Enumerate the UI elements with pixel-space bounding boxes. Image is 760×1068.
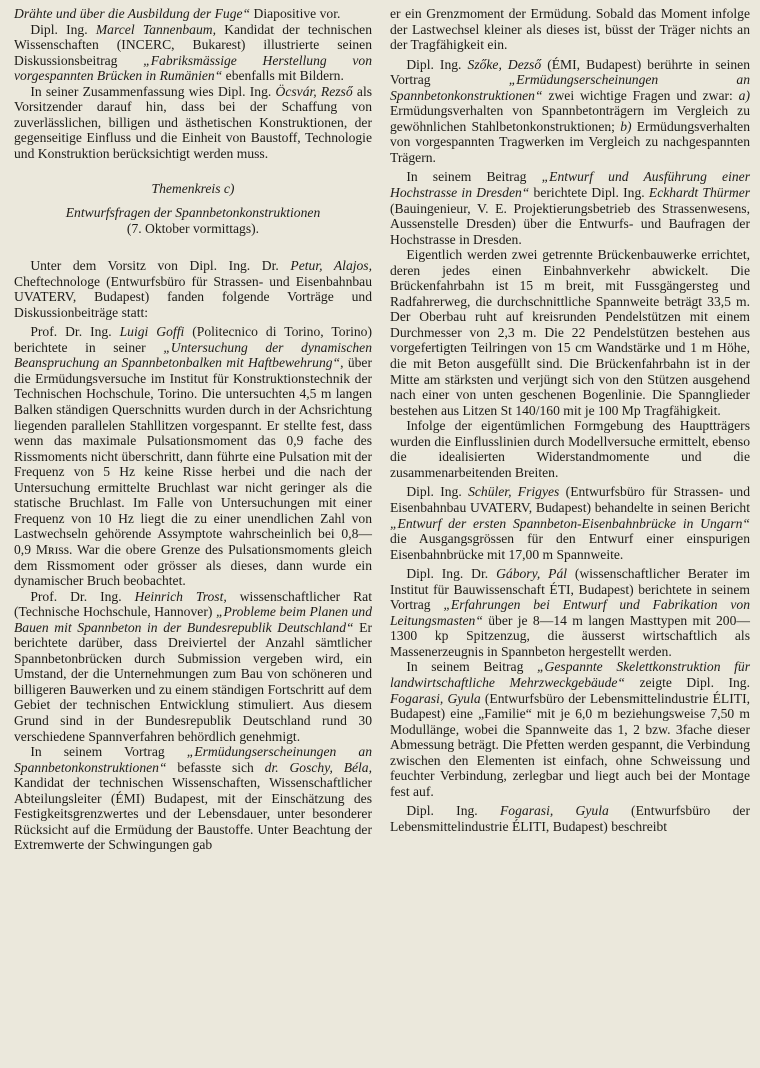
paragraph — [390, 659, 750, 799]
paragraph-text: Kandidat der technischen Wissenschaften (INCERC, Bukarest) illustrierte seinen Diskussionsbeitrag — [14, 21, 373, 68]
author-name: Luigi Goffi — [119, 324, 185, 340]
author-name: Fogarasi, Gyula — [390, 690, 481, 706]
paragraph-text: Dipl. Ing. — [406, 484, 469, 500]
talk-title: „Untersuchung der dynamischen Beanspruchung an Spannbetonbalken mit Haftbewehrung“ — [14, 339, 372, 371]
talk-title: „Entwurf der ersten Spannbeton-Eisenbahnbrücke in Ungarn“ — [390, 515, 750, 531]
paragraph-text: (ÉMI, Budapest) berührte in seinen Vortrag — [390, 56, 750, 88]
list-marker: a) — [738, 87, 750, 103]
author-name: Schüler, Frigyes — [468, 484, 560, 500]
list-marker: b) — [620, 118, 632, 134]
paragraph-text: er ein Grenzmoment der Ermüdung. Sobald das Moment infolge der Lastwechsel kleiner als dieses ist, büsst der Träger nichts an der Tragfähigkeit ein. — [390, 6, 750, 53]
paragraph-text: (Entwurfsbüro für Strassen- und Eisenbahnbau UVATERV, Budapest) behandelte in seinen Bericht — [390, 484, 751, 515]
talk-title: „Fabriksmässige Herstellung von vorgespannten Brücken in Rumänien“ — [14, 52, 372, 84]
author-name: Petur, Alajos, — [290, 258, 372, 274]
paragraph-text: ebenfalls mit Bildern. — [222, 68, 344, 84]
paragraph — [14, 589, 372, 744]
paragraph — [390, 484, 750, 562]
talk-title: „Ermüdungserscheinungen an Spannbetonkonstruktionen“ — [390, 72, 750, 103]
paragraph-text: (wissenschaftlicher Berater im Institut für Bauwissenschaft ÉTI, Budapest) berichtete in seinem Vortrag — [390, 566, 750, 613]
paragraph-text: Prof. Dr. Ing. — [30, 588, 135, 604]
right-column — [390, 6, 750, 834]
talk-title: „Gespannte Skelettkonstruktion für landwirtschaftliche Mehrzweckgebäude“ — [390, 659, 750, 690]
paragraph-text: Dipl. Ing. — [30, 21, 96, 37]
paragraph-text: Dipl. Ing. — [406, 56, 468, 72]
paragraph — [14, 22, 372, 84]
paragraph-text: Diapositive vor. — [250, 6, 341, 21]
paragraph-text: Er berichtete darüber, dass Dreiviertel der Anzahl sämtlicher Spannbetonbrücken durch Submission vergeben wird, ein Umstand, der die Unternehmungen zum Bau von schöneren und billigeren Bauwerken und zu einem ständigen Fortschritt auf dem Gebiet der technischen Entwicklung stimuliert. Aus diesem Grund sind in der Bundesrepublik Deutschland rund 30 verschiedene Spannverfahren behördlich genehmigt. — [14, 619, 372, 744]
paragraph — [14, 258, 372, 320]
author-name: Öcsvár, Rezső — [275, 83, 353, 99]
paragraph-text: Ermüdungsverhalten von vorgespannten Tragwerken im Vergleich zu nachgespannten Trägern. — [390, 118, 750, 165]
talk-title: „Probleme beim Planen und Bauen mit Spannbeton in der Bundesrepublik Deutschland“ — [14, 604, 372, 635]
paragraph-text: Prof. Dr. Ing. — [30, 324, 120, 340]
section-heading-title: Entwurfsfragen der Spannbetonkonstruktionen — [65, 205, 321, 221]
talk-title: „Entwurf und Ausführung einer Hochstrasse in Dresden“ — [390, 169, 750, 201]
paragraph-text: Dipl. Ing. Dr. — [406, 566, 497, 582]
paragraph-text: (Entwurfsbüro der Lebensmittelindustrie ÉLITI, Budapest) beschreibt — [390, 803, 750, 834]
section-heading-date: (7. Oktober vormittags). — [126, 220, 260, 236]
talk-title: „Ermüdungserscheinungen an Spannbetonkonstruktionen“ — [14, 744, 372, 775]
author-name: Szőke, Dezső — [467, 56, 542, 72]
paragraph-text: (Politecnico di Torino, Torino) berichtete in seiner — [14, 324, 372, 355]
paragraph-text: befasste sich — [166, 759, 265, 775]
paragraph — [14, 6, 372, 22]
paragraph-text: (Entwurfsbüro der Lebensmittelindustrie ÉLITI, Budapest) eine „Familie“ mit je 6,0 m beziehungsweise 7,50 m Modullänge, wobei die Spannweite das 1, 2 bzw. 3fache dieser Abmessung beträgt. Die Pfetten werden gespannt, die Verbindung zwischen den Elementen ist einfach, ohne Schweissung und feuchter Verbindung, zerlegbar und liegt auch bei der Montage fest auf. — [390, 690, 750, 799]
paragraph — [14, 324, 372, 588]
left-column — [14, 6, 372, 853]
paragraph — [14, 84, 372, 162]
author-name: Heinrich Trost, — [134, 588, 227, 604]
paragraph — [390, 169, 750, 247]
paragraph-text: In seinem Beitrag — [406, 169, 542, 185]
paragraph-text: zwei wichtige Fragen und zwar: — [542, 87, 739, 103]
paragraph-text: wissenschaftlicher Rat (Technische Hochschule, Hannover) — [14, 588, 372, 620]
author-name: dr. Goschy, Béla, — [264, 759, 372, 775]
paragraph-text: Eigentlich werden zwei getrennte Brückenbauwerke errichtet, deren jedes einen Einbahnverkehr abwickelt. Die Brückenfahrbahn ist 15 m breit, mit Fussgängersteg und Radfahrerweg, die durchschnittliche Spannweite beträgt 33,5 m. Der Oberbau ruht auf kreisrunden Pendelstützen mit einem Durchmesser von 2,3 m. Die 22 Pendelstützen bestehen aus vorgefertigten Teilringen von 15 cm Wandstärke und 1 m Höhe, die mit Beton ausgefüllt sind. Die Brückenfahrbahn ist in der Mitte am stärksten und verjüngt sich von den Stützen ausgehend nach einer von unten geschenen Bogenlinie. Die Spannglieder bestehen aus Litzen St 140/160 mit je 100 Mp Tragfähigkeit. — [390, 247, 750, 418]
paragraph-text: als Vorsitzender darauf hin, dass bei der Schaffung von zuverlässlichen, billigen und ästhetischen Konstruktionen, der gegenseitige Einfluss und die Einheit von Baustoff, Technologie und Konstruktion berücksichtigt werden muss. — [14, 83, 373, 161]
paragraph-text: In seinem Vortrag — [30, 744, 187, 760]
paragraph-text: berichtete Dipl. Ing. — [529, 185, 649, 201]
paragraph — [390, 6, 750, 53]
italic-text: Drähte und über die Ausbildung der Fuge“ — [14, 6, 251, 21]
paragraph-text: (Bauingenieur, V. E. Projektierungsbetrieb des Strassenwesens, Aussenstelle Dresden) über die Entwurfs- und Baufragen der Hochstrasse in Dresden. — [390, 200, 750, 247]
paragraph — [390, 418, 750, 480]
paragraph — [390, 57, 750, 166]
paragraph-text: Ermüdungsverhalten von Spannbetonträgern im Vergleich zu gewöhnlichen Stahlbetonkonstruktionen; — [390, 103, 750, 134]
author-name: Gábory, Pál — [496, 566, 568, 582]
paragraph-text: die Ausgangsgrössen für den Entwurf einer einspurigen Eisenbahnbrücke mit 17,00 m Spannweite. — [390, 531, 750, 562]
paragraph-text: Infolge der eigentümlichen Formgebung des Hauptträgers wurden die Einflusslinien durch Modellversuche ermittelt, ebenso die idealisierten Widerstandmomente und die zusammenarbeitenden Breiten. — [390, 418, 750, 480]
paragraph-text: Dipl. Ing. — [406, 803, 500, 819]
talk-title: „Erfahrungen bei Entwurf und Fabrikation von Leitungsmasten“ — [390, 597, 751, 628]
author-name: Marcel Tannenbaum, — [95, 21, 216, 37]
paragraph — [390, 247, 750, 418]
paragraph-text: In seinem Beitrag — [406, 659, 537, 675]
paragraph-text: Unter dem Vorsitz von Dipl. Ing. Dr. — [30, 258, 291, 274]
paragraph-text: Cheftechnologe (Entwurfsbüro für Strassen- und Eisenbahnbau UVATERV, Budapest) fanden folgende Vorträge und Diskussionbeiträge statt: — [14, 273, 372, 320]
paragraph-text: , über die Ermüdungsversuche im Institut für Konstruktionstechnik der Technischen Hochschule, Torino. Die untersuchten 4,5 m langen Balken ständigen Querschnitts wurden durch in der Achsrichtung liegenden parallelen Stahllitzen vorgespannt. Er stellte fest, dass wenn das maximale Pulsationsmoment das 0,9 fache des Rissmoments nicht überschritt, dann führte eine Pulsation mit der Frequenz von 5 Hz keine Risse herbei und die nach der Untersuchung ermittelte Bruchlast war nicht geringer als die statische Bruchlast. Im Falle von Untersuchungen mit einer Frequenz von 10 Hz liegt die zu einer unendlichen Zahl von Lastwechseln gehörende Assymptote wahrscheinlich bei 0,8—0,9 Mʀɪss. War die obere Grenze des Pulsationsmoments gleich dem Rissmoment oder grösser als dieses, dann wurde ein dynamischer Bruch beobachtet. — [14, 355, 372, 589]
paragraph-text: In seiner Zusammenfassung wies Dipl. Ing. — [30, 83, 276, 99]
paragraph — [390, 566, 750, 659]
paragraph-text: zeigte Dipl. Ing. — [624, 674, 750, 690]
section-heading — [14, 181, 372, 236]
paragraph-text: Kandidat der technischen Wissenschaften, Wissenschaftlicher Abteilungsleiter (ÉMI) Budapest, mit der Einschätzung des Festigkeitsgrenzwertes und der Lebensdauer, unter besonderer Rücksicht auf die Ermüdung der Baustoffe. Unter Beachtung der Extremwerte der Schwingungen gab — [14, 775, 372, 853]
section-heading-theme: Themenkreis c) — [151, 181, 235, 197]
author-name: Eckhardt Thürmer — [648, 185, 751, 201]
paragraph — [14, 744, 372, 853]
paragraph-text: über je 8—14 m langen Masttypen mit 200—1300 kp Spitzenzug, die äusserst wirtschaftlich als Massenerzeugnis in Spannbeton hergestellt werden. — [390, 612, 750, 659]
author-name: Fogarasi, Gyula — [500, 803, 609, 819]
paragraph — [390, 803, 750, 834]
